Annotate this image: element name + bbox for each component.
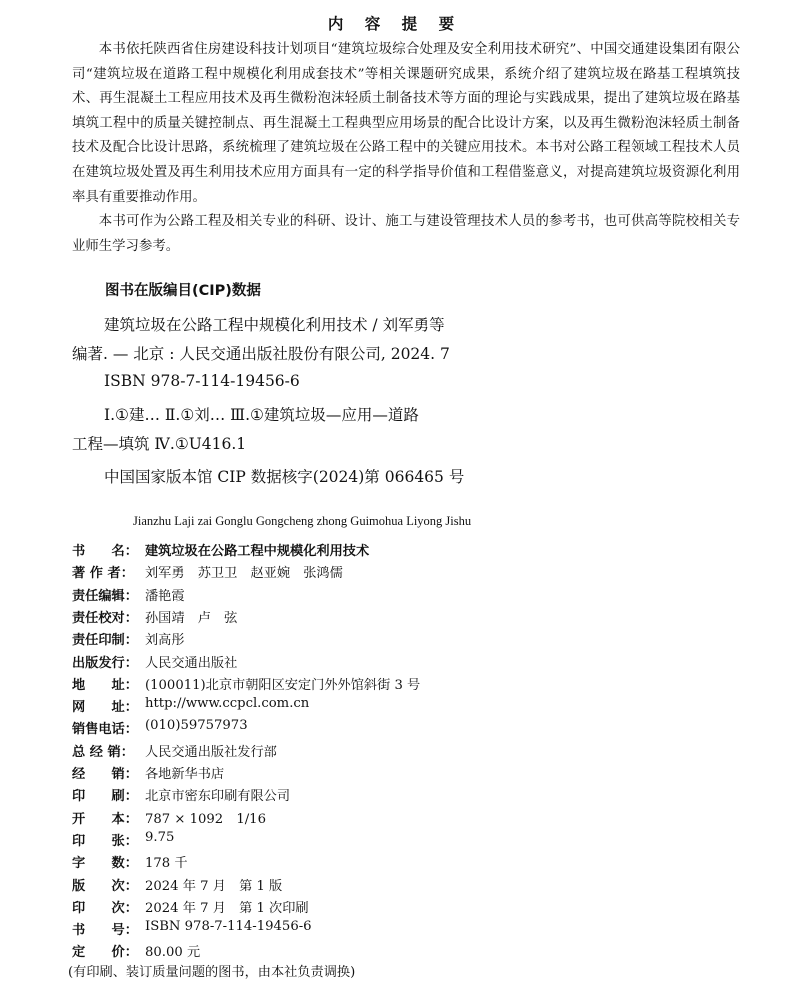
cip-line: 工程—填筑 Ⅳ.①U416.1	[72, 435, 247, 453]
cip-line: Ⅰ.①建… Ⅱ.①刘… Ⅲ.①建筑垃圾—应用—道路	[104, 406, 419, 424]
info-label: 责任编辑：	[72, 588, 138, 604]
summary-paragraph: 本书依托陕西省住房建设科技计划项目“建筑垃圾综合处理及安全利用技术研究”、中国交通建设集团有限公司“建筑垃圾在道路工程中规模化利用成套技术”等相关课题研究成果，系统介绍了建筑垃圾在路基工程填筑技术、再生混凝土工程应用技术及再生微粉泡沫轻质土制备技术等方面的理论与实践成果，提出了建筑垃圾在路基填筑工程中的质量关键控制点、再生混凝土工程典型应用场景的配合比设计方案，以及再生微粉泡沫轻质土制备技术及配合比设计思路，系统梳理了建筑垃圾在公路工程中的关键应用技术。本书对公路工程领域工程技术人员在建筑垃圾处置及再生利用技术应用方面具有一定的科学指导价值和工程借鉴意义，对提高建筑垃圾资源化利用率具有重要推动作用。	[72, 42, 740, 205]
info-label: 经 销：	[72, 767, 138, 782]
info-value: 80.00 元	[145, 945, 201, 961]
info-value: 2024 年 7 月 第 1 次印刷	[145, 900, 309, 916]
info-value: 人民交通出版社发行部	[145, 744, 277, 760]
info-value: 各地新华书店	[145, 767, 225, 782]
info-value: 9.75	[145, 829, 175, 845]
summary-title: 内 容 提 要	[327, 15, 463, 33]
info-label: 书 号：	[72, 923, 138, 939]
info-label: 开 本：	[72, 811, 138, 827]
info-value: (010)59757973	[145, 718, 248, 734]
info-value: ISBN 978-7-114-19456-6	[145, 919, 312, 935]
info-label: 印 刷：	[72, 789, 138, 805]
info-value: http://www.ccpcl.com.cn	[145, 696, 310, 712]
info-value: 建筑垃圾在公路工程中规模化利用技术	[145, 544, 370, 559]
info-label: 书 名：	[72, 544, 138, 559]
info-value: 孙国靖 卢 弦	[145, 610, 238, 626]
info-value: 178 千	[145, 856, 188, 872]
pinyin-title: Jianzhu Laji zai Gonglu Gongcheng zhong Guimohua Liyong Jishu	[133, 514, 472, 528]
info-label: 印 次：	[72, 900, 138, 916]
cip-line: 建筑垃圾在公路工程中规模化利用技术 / 刘军勇等	[104, 316, 445, 334]
footer-note: (有印刷、装订质量问题的图书，由本社负责调换)	[68, 965, 356, 980]
cip-line: 中国国家版本馆 CIP 数据核字(2024)第 066465 号	[104, 468, 465, 486]
info-label: 总 经 销：	[72, 744, 134, 760]
info-label: 责任校对：	[72, 610, 138, 626]
info-value: 刘高彤	[145, 633, 185, 649]
cip-line: ISBN 978-7-114-19456-6	[104, 372, 300, 390]
info-label: 印 张：	[72, 833, 138, 849]
cip-line: 编著. — 北京 : 人民交通出版社股份有限公司, 2024. 7	[72, 345, 450, 363]
info-label: 销售电话：	[72, 722, 138, 738]
cip-heading: 图书在版编目(CIP)数据	[105, 283, 261, 299]
info-value: 2024 年 7 月 第 1 版	[145, 878, 283, 894]
info-value: 人民交通出版社	[145, 655, 238, 671]
info-label: 地 址：	[72, 677, 138, 693]
summary-paragraph: 本书可作为公路工程及相关专业的科研、设计、施工与建设管理技术人员的参考书，也可供高等院校相关专业师生学习参考。	[72, 214, 740, 254]
info-label: 著 作 者：	[72, 566, 134, 582]
info-label: 版 次：	[72, 878, 138, 894]
info-value: 潘艳霞	[145, 588, 185, 604]
info-label: 网 址：	[72, 700, 138, 716]
info-value: 北京市密东印刷有限公司	[145, 789, 291, 805]
info-label: 定 价：	[72, 945, 138, 961]
info-label: 出版发行：	[72, 655, 138, 671]
info-label: 责任印制：	[72, 633, 138, 649]
info-value: 787 × 1092 1/16	[145, 811, 266, 827]
summary-body	[72, 38, 740, 259]
info-value: (100011)北京市朝阳区安定门外外馆斜街 3 号	[145, 677, 421, 693]
info-label: 字 数：	[72, 856, 138, 872]
info-value: 刘军勇 苏卫卫 赵亚婉 张鸿儒	[145, 566, 343, 582]
